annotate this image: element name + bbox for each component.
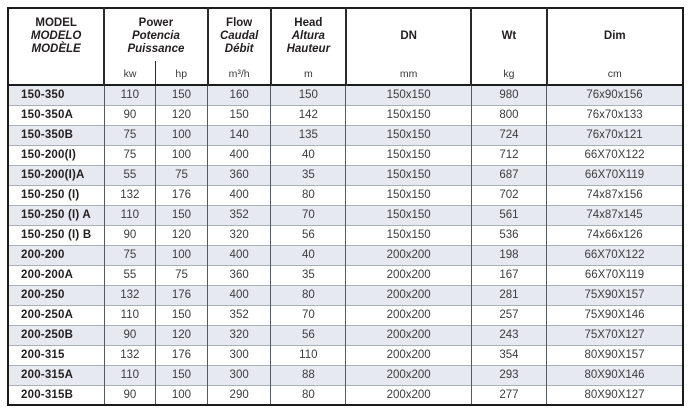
- unit-hp-label: hp: [175, 67, 188, 80]
- header-head: [271, 8, 346, 61]
- table-row: [8, 205, 683, 225]
- cell-power-kw: 110: [104, 365, 155, 385]
- table-row: [8, 345, 683, 365]
- unit-flow-label: m³/h: [228, 67, 250, 80]
- header-wt: [471, 8, 546, 61]
- cell-model: 150-350B: [8, 125, 104, 145]
- cell-dn: 150x150: [346, 125, 471, 145]
- cell-wt: 281: [471, 285, 546, 305]
- cell-wt: 712: [471, 145, 546, 165]
- cell-head: 135: [271, 125, 346, 145]
- header-power-en: Power: [138, 16, 174, 29]
- header-power: [104, 8, 207, 61]
- cell-head: 56: [271, 225, 346, 245]
- table-row: [8, 325, 683, 345]
- unit-kw-label: kw: [123, 67, 137, 80]
- cell-wt: 702: [471, 185, 546, 205]
- cell-flow: 160: [208, 85, 271, 105]
- cell-model: 150-200(I): [8, 145, 104, 165]
- header-units-row: [8, 61, 683, 85]
- table-row: [8, 305, 683, 325]
- cell-head: 80: [271, 385, 346, 405]
- unit-kw: [104, 61, 155, 85]
- spec-table-container: [7, 7, 684, 406]
- cell-dim: 74x66x126: [547, 225, 683, 245]
- cell-dn: 150x150: [346, 205, 471, 225]
- cell-dim: 74x87x156: [547, 185, 683, 205]
- cell-flow: 320: [208, 325, 271, 345]
- cell-flow: 140: [208, 125, 271, 145]
- cell-wt: 354: [471, 345, 546, 365]
- cell-power-kw: 132: [104, 285, 155, 305]
- cell-wt: 243: [471, 325, 546, 345]
- cell-power-kw: 75: [104, 125, 155, 145]
- unit-model-empty: [8, 61, 104, 85]
- cell-power-hp: 100: [155, 125, 207, 145]
- unit-wt-label: kg: [503, 67, 515, 80]
- cell-power-kw: 90: [104, 385, 155, 405]
- cell-power-hp: 150: [155, 305, 207, 325]
- table-row: [8, 125, 683, 145]
- table-row: [8, 265, 683, 285]
- cell-flow: 400: [208, 245, 271, 265]
- header-flow-en: Flow: [226, 16, 253, 29]
- cell-head: 40: [271, 145, 346, 165]
- cell-head: 142: [271, 105, 346, 125]
- cell-dim: 80X90X127: [547, 385, 683, 405]
- header-flow-fr: Débit: [224, 42, 254, 55]
- cell-dn: 150x150: [346, 145, 471, 165]
- header-head-fr: Hauteur: [286, 42, 331, 55]
- cell-dn: 200x200: [346, 245, 471, 265]
- table-body: [8, 85, 683, 405]
- cell-head: 35: [271, 265, 346, 285]
- cell-flow: 300: [208, 365, 271, 385]
- cell-model: 200-200A: [8, 265, 104, 285]
- header-head-es: Altura: [291, 29, 325, 42]
- cell-power-kw: 132: [104, 185, 155, 205]
- header-model-en: MODEL: [35, 16, 77, 29]
- cell-model: 200-250: [8, 285, 104, 305]
- cell-model: 150-250 (I): [8, 185, 104, 205]
- cell-dim: 75X90X146: [547, 305, 683, 325]
- cell-flow: 300: [208, 345, 271, 365]
- cell-head: 110: [271, 345, 346, 365]
- cell-power-kw: 55: [104, 165, 155, 185]
- cell-model: 150-250 (I) B: [8, 225, 104, 245]
- cell-wt: 277: [471, 385, 546, 405]
- cell-power-hp: 120: [155, 325, 207, 345]
- cell-dn: 150x150: [346, 225, 471, 245]
- table-row: [8, 185, 683, 205]
- cell-model: 150-200(I)A: [8, 165, 104, 185]
- cell-power-hp: 100: [155, 385, 207, 405]
- cell-dn: 200x200: [346, 365, 471, 385]
- cell-flow: 352: [208, 205, 271, 225]
- cell-power-kw: 110: [104, 85, 155, 105]
- cell-model: 150-350A: [8, 105, 104, 125]
- cell-dn: 200x200: [346, 385, 471, 405]
- cell-power-hp: 176: [155, 285, 207, 305]
- unit-dn: [346, 61, 471, 85]
- header-flow-es: Caudal: [219, 29, 259, 42]
- cell-power-kw: 110: [104, 305, 155, 325]
- table-row: [8, 285, 683, 305]
- cell-dim: 76x90x156: [547, 85, 683, 105]
- cell-power-hp: 150: [155, 85, 207, 105]
- cell-head: 80: [271, 285, 346, 305]
- cell-flow: 150: [208, 105, 271, 125]
- cell-head: 40: [271, 245, 346, 265]
- unit-dn-label: mm: [399, 67, 418, 80]
- cell-dn: 200x200: [346, 345, 471, 365]
- cell-wt: 980: [471, 85, 546, 105]
- cell-dn: 200x200: [346, 285, 471, 305]
- cell-power-kw: 132: [104, 345, 155, 365]
- unit-hp: [155, 61, 207, 85]
- cell-flow: 400: [208, 145, 271, 165]
- cell-dim: 75X90X157: [547, 285, 683, 305]
- table-row: [8, 105, 683, 125]
- cell-power-hp: 176: [155, 185, 207, 205]
- header-model: [8, 8, 104, 61]
- cell-head: 35: [271, 165, 346, 185]
- cell-dim: 66X70X122: [547, 145, 683, 165]
- cell-wt: 293: [471, 365, 546, 385]
- table-row: [8, 225, 683, 245]
- header-flow: [208, 8, 271, 61]
- cell-dn: 200x200: [346, 305, 471, 325]
- cell-flow: 352: [208, 305, 271, 325]
- cell-model: 200-250B: [8, 325, 104, 345]
- cell-power-kw: 75: [104, 145, 155, 165]
- cell-power-hp: 150: [155, 205, 207, 225]
- cell-dim: 66X70X122: [547, 245, 683, 265]
- cell-wt: 800: [471, 105, 546, 125]
- cell-dn: 150x150: [346, 185, 471, 205]
- cell-power-kw: 90: [104, 225, 155, 245]
- cell-dn: 150x150: [346, 105, 471, 125]
- cell-dim: 66X70X119: [547, 165, 683, 185]
- cell-flow: 290: [208, 385, 271, 405]
- cell-wt: 167: [471, 265, 546, 285]
- header-head-en: Head: [294, 16, 323, 29]
- header-dn-label: DN: [400, 29, 417, 42]
- cell-head: 80: [271, 185, 346, 205]
- cell-power-hp: 100: [155, 145, 207, 165]
- cell-head: 70: [271, 305, 346, 325]
- cell-power-hp: 176: [155, 345, 207, 365]
- cell-dn: 200x200: [346, 325, 471, 345]
- unit-wt: [471, 61, 546, 85]
- table-row: [8, 245, 683, 265]
- cell-dn: 150x150: [346, 165, 471, 185]
- cell-power-hp: 75: [155, 265, 207, 285]
- cell-dim: 76x70x121: [547, 125, 683, 145]
- header-model-es: MODELO: [30, 29, 82, 42]
- cell-head: 56: [271, 325, 346, 345]
- unit-dim-label: cm: [607, 67, 622, 80]
- unit-head-label: m: [303, 67, 313, 80]
- table-row: [8, 365, 683, 385]
- header-wt-label: Wt: [501, 29, 517, 42]
- table-row: [8, 165, 683, 185]
- cell-head: 88: [271, 365, 346, 385]
- cell-wt: 687: [471, 165, 546, 185]
- cell-dim: 76x70x133: [547, 105, 683, 125]
- cell-wt: 257: [471, 305, 546, 325]
- table-row: [8, 385, 683, 405]
- cell-dn: 150x150: [346, 85, 471, 105]
- cell-power-kw: 110: [104, 205, 155, 225]
- cell-power-kw: 90: [104, 325, 155, 345]
- cell-model: 200-315B: [8, 385, 104, 405]
- unit-dim: [547, 61, 683, 85]
- cell-flow: 360: [208, 265, 271, 285]
- cell-model: 200-250A: [8, 305, 104, 325]
- cell-model: 200-315A: [8, 365, 104, 385]
- cell-dim: 66X70X119: [547, 265, 683, 285]
- cell-wt: 198: [471, 245, 546, 265]
- cell-dim: 75X70X127: [547, 325, 683, 345]
- cell-model: 150-250 (I) A: [8, 205, 104, 225]
- header-power-es: Potencia: [131, 29, 180, 42]
- cell-power-kw: 55: [104, 265, 155, 285]
- cell-wt: 724: [471, 125, 546, 145]
- cell-flow: 360: [208, 165, 271, 185]
- cell-model: 200-200: [8, 245, 104, 265]
- header-dn: [346, 8, 471, 61]
- cell-head: 70: [271, 205, 346, 225]
- cell-power-hp: 120: [155, 105, 207, 125]
- cell-dim: 74x87x145: [547, 205, 683, 225]
- cell-flow: 400: [208, 285, 271, 305]
- pump-spec-table: [7, 7, 684, 406]
- unit-flow: [208, 61, 271, 85]
- header-power-fr: Puissance: [127, 42, 185, 55]
- cell-dim: 80X90X146: [547, 365, 683, 385]
- cell-wt: 536: [471, 225, 546, 245]
- header-dim-label: Dim: [603, 29, 626, 42]
- table-header: [8, 8, 683, 85]
- cell-model: 150-350: [21, 89, 65, 102]
- cell-power-kw: 90: [104, 105, 155, 125]
- table-row: [8, 145, 683, 165]
- cell-head: 150: [271, 85, 346, 105]
- header-names-row: [8, 8, 683, 61]
- cell-power-kw: 75: [104, 245, 155, 265]
- cell-dn: 200x200: [346, 265, 471, 285]
- unit-head: [271, 61, 346, 85]
- cell-model: 200-315: [8, 345, 104, 365]
- table-row: [8, 85, 683, 105]
- cell-power-hp: 120: [155, 225, 207, 245]
- cell-power-hp: 100: [155, 245, 207, 265]
- cell-power-hp: 150: [155, 365, 207, 385]
- header-model-fr: MODÈLE: [31, 42, 81, 55]
- cell-flow: 400: [208, 185, 271, 205]
- cell-wt: 561: [471, 205, 546, 225]
- cell-power-hp: 75: [155, 165, 207, 185]
- header-dim: [547, 8, 683, 61]
- cell-flow: 320: [208, 225, 271, 245]
- cell-dim: 80X90X157: [547, 345, 683, 365]
